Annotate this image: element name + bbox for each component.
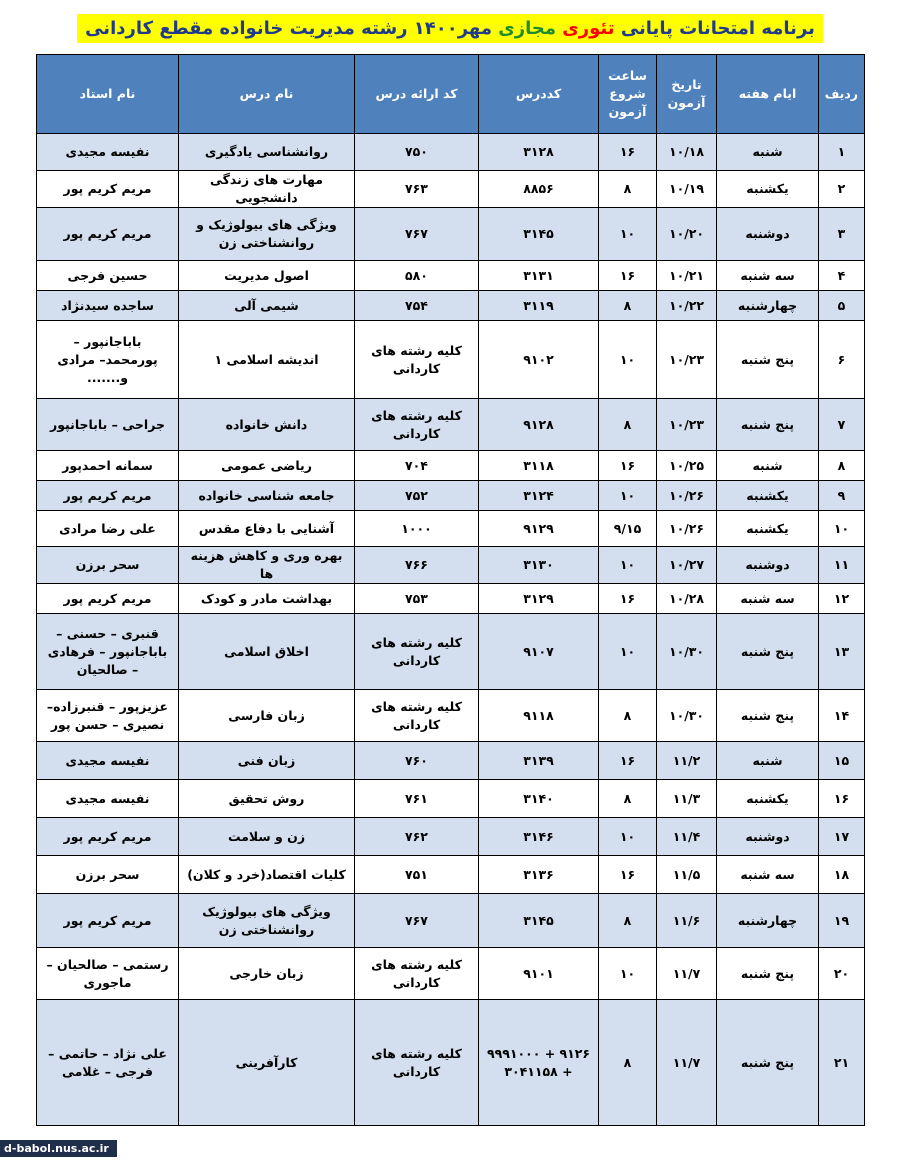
cell-start-time: ۸ bbox=[599, 399, 657, 451]
cell-offer-code: ۷۶۷ bbox=[355, 894, 479, 948]
cell-course-name: اصول مدیریت bbox=[179, 261, 355, 291]
cell-offer-code: ۷۶۲ bbox=[355, 818, 479, 856]
cell-course-name: زبان فنی bbox=[179, 742, 355, 780]
cell-exam-date: ۱۰/۲۲ bbox=[657, 291, 717, 321]
cell-start-time: ۸ bbox=[599, 171, 657, 208]
cell-start-time: ۸ bbox=[599, 291, 657, 321]
cell-course-name: روانشناسی یادگیری bbox=[179, 134, 355, 171]
cell-course-code: ۳۱۱۸ bbox=[479, 451, 599, 481]
cell-exam-date: ۱۱/۴ bbox=[657, 818, 717, 856]
cell-teacher-name: قنبری – حسنی – باباجانپور – فرهادی – صالحیان bbox=[37, 614, 179, 690]
cell-weekday: یکشنبه bbox=[717, 511, 819, 547]
cell-teacher-name: مریم کریم پور bbox=[37, 818, 179, 856]
cell-weekday: شنبه bbox=[717, 134, 819, 171]
table-row bbox=[37, 856, 865, 894]
cell-course-name: جامعه شناسی خانواده bbox=[179, 481, 355, 511]
cell-row-number: ۲ bbox=[819, 171, 865, 208]
cell-row-number: ۹ bbox=[819, 481, 865, 511]
cell-offer-code: ۷۶۰ bbox=[355, 742, 479, 780]
cell-start-time: ۱۶ bbox=[599, 584, 657, 614]
cell-offer-code: ۷۵۴ bbox=[355, 291, 479, 321]
cell-course-code: ۳۱۲۴ bbox=[479, 481, 599, 511]
cell-course-code: ۹۱۲۹ bbox=[479, 511, 599, 547]
cell-exam-date: ۱۰/۳۰ bbox=[657, 690, 717, 742]
cell-offer-code: کلیه رشته های کاردانی bbox=[355, 690, 479, 742]
table-row bbox=[37, 547, 865, 584]
cell-row-number: ۱۴ bbox=[819, 690, 865, 742]
cell-weekday: شنبه bbox=[717, 451, 819, 481]
table-row bbox=[37, 481, 865, 511]
cell-offer-code: کلیه رشته های کاردانی bbox=[355, 399, 479, 451]
cell-course-code: ۳۱۳۶ bbox=[479, 856, 599, 894]
cell-start-time: ۸ bbox=[599, 780, 657, 818]
cell-teacher-name: عزیزپور – قنبرزاده– نصیری – حسن پور bbox=[37, 690, 179, 742]
cell-exam-date: ۱۰/۲۶ bbox=[657, 481, 717, 511]
cell-exam-date: ۱۱/۷ bbox=[657, 1000, 717, 1126]
cell-offer-code: ۷۶۱ bbox=[355, 780, 479, 818]
cell-offer-code: ۷۵۳ bbox=[355, 584, 479, 614]
cell-start-time: ۸ bbox=[599, 690, 657, 742]
cell-course-name: ویژگی های بیولوژیک روانشناختی زن bbox=[179, 894, 355, 948]
cell-course-code: ۹۱۱۸ bbox=[479, 690, 599, 742]
cell-exam-date: ۱۰/۲۳ bbox=[657, 399, 717, 451]
cell-exam-date: ۱۰/۲۳ bbox=[657, 321, 717, 399]
cell-weekday: پنج شنبه bbox=[717, 1000, 819, 1126]
cell-weekday: دوشنبه bbox=[717, 547, 819, 584]
cell-weekday: چهارشنبه bbox=[717, 894, 819, 948]
cell-exam-date: ۱۱/۳ bbox=[657, 780, 717, 818]
cell-row-number: ۱۸ bbox=[819, 856, 865, 894]
table-row bbox=[37, 614, 865, 690]
cell-course-name: بهداشت مادر و کودک bbox=[179, 584, 355, 614]
table-row bbox=[37, 948, 865, 1000]
cell-teacher-name: نفیسه مجیدی bbox=[37, 742, 179, 780]
cell-exam-date: ۱۰/۲۶ bbox=[657, 511, 717, 547]
cell-offer-code: ۵۸۰ bbox=[355, 261, 479, 291]
table-body bbox=[37, 134, 865, 1126]
table-row bbox=[37, 1000, 865, 1126]
cell-teacher-name: سحر برزن bbox=[37, 547, 179, 584]
table-row bbox=[37, 399, 865, 451]
page-title bbox=[77, 14, 823, 43]
cell-offer-code: ۷۵۰ bbox=[355, 134, 479, 171]
header-exam-date: تاریخ آزمون bbox=[657, 55, 717, 134]
header-teacher-name: نام استاد bbox=[37, 55, 179, 134]
cell-course-name: کارآفرینی bbox=[179, 1000, 355, 1126]
header-course-name: نام درس bbox=[179, 55, 355, 134]
cell-weekday: پنج شنبه bbox=[717, 321, 819, 399]
cell-teacher-name: باباجانپور – پورمحمد– مرادی و....... bbox=[37, 321, 179, 399]
cell-start-time: ۱۶ bbox=[599, 742, 657, 780]
cell-course-code: ۳۱۴۵ bbox=[479, 894, 599, 948]
cell-course-code: ۳۱۴۶ bbox=[479, 818, 599, 856]
cell-course-code: ۳۱۳۰ bbox=[479, 547, 599, 584]
cell-row-number: ۱۶ bbox=[819, 780, 865, 818]
cell-offer-code: ۷۶۳ bbox=[355, 171, 479, 208]
cell-row-number: ۱۵ bbox=[819, 742, 865, 780]
table-row bbox=[37, 321, 865, 399]
cell-start-time: ۱۰ bbox=[599, 321, 657, 399]
cell-course-code: ۳۱۴۵ bbox=[479, 208, 599, 261]
cell-weekday: پنج شنبه bbox=[717, 399, 819, 451]
cell-weekday: یکشنبه bbox=[717, 780, 819, 818]
cell-row-number: ۳ bbox=[819, 208, 865, 261]
cell-teacher-name: مریم کریم پور bbox=[37, 171, 179, 208]
table-row bbox=[37, 690, 865, 742]
table-row bbox=[37, 451, 865, 481]
cell-exam-date: ۱۱/۲ bbox=[657, 742, 717, 780]
cell-exam-date: ۱۱/۵ bbox=[657, 856, 717, 894]
cell-teacher-name: علی نژاد – حاتمی – فرجی – غلامی bbox=[37, 1000, 179, 1126]
cell-weekday: یکشنبه bbox=[717, 171, 819, 208]
title-part1: برنامه امتحانات پایانی bbox=[620, 18, 815, 39]
cell-course-code: ۸۸۵۶ bbox=[479, 171, 599, 208]
cell-offer-code: ۷۶۷ bbox=[355, 208, 479, 261]
cell-course-code: ۳۱۲۹ bbox=[479, 584, 599, 614]
table-row bbox=[37, 291, 865, 321]
cell-teacher-name: حسین فرجی bbox=[37, 261, 179, 291]
cell-row-number: ۱۷ bbox=[819, 818, 865, 856]
cell-start-time: ۱۶ bbox=[599, 451, 657, 481]
cell-row-number: ۱۲ bbox=[819, 584, 865, 614]
cell-course-name: زن و سلامت bbox=[179, 818, 355, 856]
cell-course-name: دانش خانواده bbox=[179, 399, 355, 451]
cell-start-time: ۸ bbox=[599, 1000, 657, 1126]
cell-course-name: ریاضی عمومی bbox=[179, 451, 355, 481]
cell-course-name: اندیشه اسلامی ۱ bbox=[179, 321, 355, 399]
title-part3: مجازی bbox=[498, 18, 556, 39]
exam-schedule-table bbox=[36, 54, 865, 1126]
site-url: d-babol.nus.ac.ir bbox=[0, 1140, 117, 1157]
cell-offer-code: ۷۵۲ bbox=[355, 481, 479, 511]
cell-exam-date: ۱۰/۱۸ bbox=[657, 134, 717, 171]
cell-weekday: شنبه bbox=[717, 742, 819, 780]
header-weekday: ایام هفته bbox=[717, 55, 819, 134]
cell-weekday: دوشنبه bbox=[717, 208, 819, 261]
cell-teacher-name: علی رضا مرادی bbox=[37, 511, 179, 547]
cell-course-name: زبان خارجی bbox=[179, 948, 355, 1000]
cell-teacher-name: سحر برزن bbox=[37, 856, 179, 894]
cell-start-time: ۱۰ bbox=[599, 481, 657, 511]
header-offer-code: کد ارائه درس bbox=[355, 55, 479, 134]
cell-offer-code: کلیه رشته های کاردانی bbox=[355, 614, 479, 690]
cell-start-time: ۹/۱۵ bbox=[599, 511, 657, 547]
cell-course-name: اخلاق اسلامی bbox=[179, 614, 355, 690]
header-start-time: ساعت شروع آزمون bbox=[599, 55, 657, 134]
table-row bbox=[37, 208, 865, 261]
cell-exam-date: ۱۰/۳۰ bbox=[657, 614, 717, 690]
cell-course-code: ۹۱۲۸ bbox=[479, 399, 599, 451]
table-row bbox=[37, 818, 865, 856]
cell-exam-date: ۱۰/۲۰ bbox=[657, 208, 717, 261]
cell-weekday: سه شنبه bbox=[717, 856, 819, 894]
cell-teacher-name: نفیسه مجیدی bbox=[37, 780, 179, 818]
cell-course-code: ۳۱۳۱ bbox=[479, 261, 599, 291]
cell-row-number: ۱۰ bbox=[819, 511, 865, 547]
cell-course-name: مهارت های زندگی دانشجویی bbox=[179, 171, 355, 208]
cell-exam-date: ۱۰/۲۷ bbox=[657, 547, 717, 584]
cell-course-code: ۳۱۴۰ bbox=[479, 780, 599, 818]
cell-teacher-name: مریم کریم پور bbox=[37, 208, 179, 261]
cell-teacher-name: مریم کریم پور bbox=[37, 894, 179, 948]
cell-course-name: زبان فارسی bbox=[179, 690, 355, 742]
cell-offer-code: ۱۰۰۰ bbox=[355, 511, 479, 547]
cell-row-number: ۸ bbox=[819, 451, 865, 481]
cell-weekday: سه شنبه bbox=[717, 584, 819, 614]
cell-course-code: ۹۱۰۱ bbox=[479, 948, 599, 1000]
cell-start-time: ۱۶ bbox=[599, 856, 657, 894]
cell-weekday: پنج شنبه bbox=[717, 614, 819, 690]
cell-weekday: پنج شنبه bbox=[717, 948, 819, 1000]
table-row bbox=[37, 171, 865, 208]
cell-offer-code: کلیه رشته های کاردانی bbox=[355, 321, 479, 399]
header-row-number: ردیف bbox=[819, 55, 865, 134]
cell-course-name: شیمی آلی bbox=[179, 291, 355, 321]
cell-start-time: ۱۰ bbox=[599, 818, 657, 856]
cell-start-time: ۱۰ bbox=[599, 208, 657, 261]
cell-course-name: آشنایی با دفاع مقدس bbox=[179, 511, 355, 547]
table-row bbox=[37, 894, 865, 948]
cell-exam-date: ۱۰/۱۹ bbox=[657, 171, 717, 208]
header-course-code: کددرس bbox=[479, 55, 599, 134]
cell-course-code: ۳۱۱۹ bbox=[479, 291, 599, 321]
cell-start-time: ۸ bbox=[599, 894, 657, 948]
cell-exam-date: ۱۰/۲۱ bbox=[657, 261, 717, 291]
cell-exam-date: ۱۰/۲۵ bbox=[657, 451, 717, 481]
cell-teacher-name: مریم کریم پور bbox=[37, 584, 179, 614]
cell-course-name: روش تحقیق bbox=[179, 780, 355, 818]
table-row bbox=[37, 134, 865, 171]
cell-offer-code: ۷۵۱ bbox=[355, 856, 479, 894]
cell-weekday: یکشنبه bbox=[717, 481, 819, 511]
cell-row-number: ۴ bbox=[819, 261, 865, 291]
cell-row-number: ۵ bbox=[819, 291, 865, 321]
cell-offer-code: کلیه رشته های کاردانی bbox=[355, 1000, 479, 1126]
cell-row-number: ۱۳ bbox=[819, 614, 865, 690]
cell-teacher-name: ساجده سیدنژاد bbox=[37, 291, 179, 321]
cell-start-time: ۱۰ bbox=[599, 547, 657, 584]
cell-course-code: ۳۱۲۸ bbox=[479, 134, 599, 171]
cell-row-number: ۱۹ bbox=[819, 894, 865, 948]
cell-start-time: ۱۰ bbox=[599, 948, 657, 1000]
cell-teacher-name: نفیسه مجیدی bbox=[37, 134, 179, 171]
cell-offer-code: ۷۶۶ bbox=[355, 547, 479, 584]
cell-course-name: بهره وری و کاهش هزینه ها bbox=[179, 547, 355, 584]
cell-course-code: ۹۱۰۷ bbox=[479, 614, 599, 690]
cell-teacher-name: رستمی – صالحیان – ماجوری bbox=[37, 948, 179, 1000]
cell-teacher-name: جراحی – باباجانپور bbox=[37, 399, 179, 451]
cell-exam-date: ۱۱/۶ bbox=[657, 894, 717, 948]
table-row bbox=[37, 780, 865, 818]
cell-course-code: ۳۱۳۹ bbox=[479, 742, 599, 780]
cell-offer-code: ۷۰۴ bbox=[355, 451, 479, 481]
header-row bbox=[37, 55, 865, 134]
table-row bbox=[37, 511, 865, 547]
cell-start-time: ۱۶ bbox=[599, 134, 657, 171]
cell-exam-date: ۱۰/۲۸ bbox=[657, 584, 717, 614]
cell-teacher-name: مریم کریم پور bbox=[37, 481, 179, 511]
title-part2: تئوری bbox=[562, 18, 615, 39]
cell-course-code: ۹۱۰۲ bbox=[479, 321, 599, 399]
cell-row-number: ۲۰ bbox=[819, 948, 865, 1000]
cell-course-name: کلیات اقتصاد(خرد و کلان) bbox=[179, 856, 355, 894]
title-part4: مهر۱۴۰۰ رشته مدیریت خانواده مقطع کاردانی bbox=[85, 18, 492, 39]
cell-teacher-name: سمانه احمدپور bbox=[37, 451, 179, 481]
title-wrap bbox=[0, 14, 900, 43]
table-row bbox=[37, 261, 865, 291]
cell-row-number: ۱۱ bbox=[819, 547, 865, 584]
cell-exam-date: ۱۱/۷ bbox=[657, 948, 717, 1000]
cell-row-number: ۶ bbox=[819, 321, 865, 399]
cell-course-name: ویژگی های بیولوژیک و روانشناختی زن bbox=[179, 208, 355, 261]
table-row bbox=[37, 742, 865, 780]
table-row bbox=[37, 584, 865, 614]
cell-row-number: ۲۱ bbox=[819, 1000, 865, 1126]
cell-row-number: ۱ bbox=[819, 134, 865, 171]
cell-offer-code: کلیه رشته های کاردانی bbox=[355, 948, 479, 1000]
cell-weekday: پنج شنبه bbox=[717, 690, 819, 742]
cell-start-time: ۱۰ bbox=[599, 614, 657, 690]
cell-start-time: ۱۶ bbox=[599, 261, 657, 291]
cell-weekday: چهارشنبه bbox=[717, 291, 819, 321]
cell-course-code: ۹۱۲۶ + ۹۹۹۱۰۰۰ + ۳۰۴۱۱۵۸ bbox=[479, 1000, 599, 1126]
cell-weekday: دوشنبه bbox=[717, 818, 819, 856]
cell-weekday: سه شنبه bbox=[717, 261, 819, 291]
cell-row-number: ۷ bbox=[819, 399, 865, 451]
